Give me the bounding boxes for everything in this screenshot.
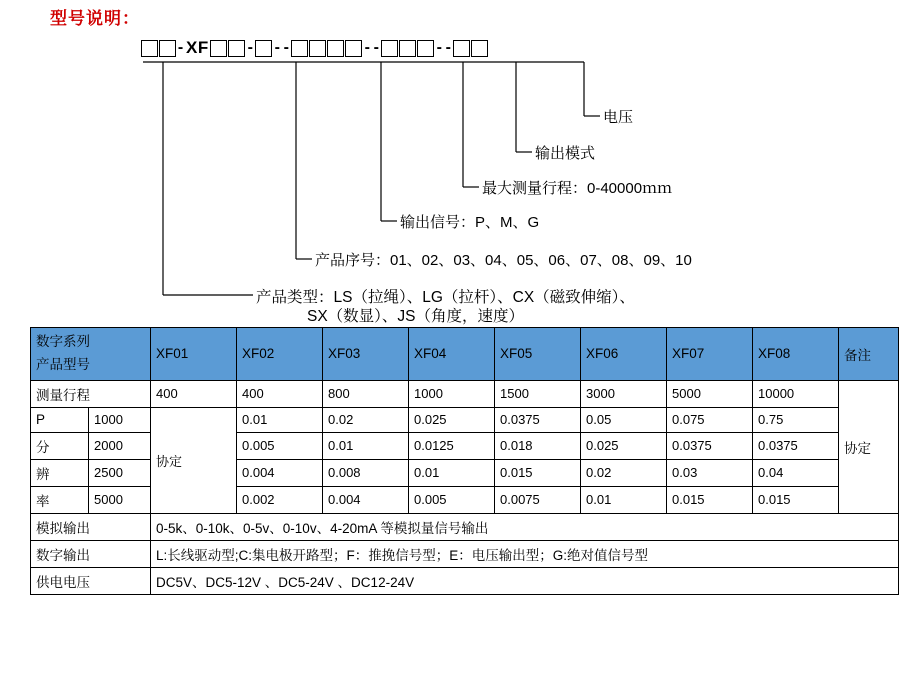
resolution-code-2000: 2000 <box>89 432 151 459</box>
analog-output-label: 模拟输出 <box>31 513 151 540</box>
header-col-xf03: XF03 <box>323 328 409 381</box>
code-box <box>381 40 398 57</box>
resolution-5000-xf08: 0.015 <box>753 486 839 513</box>
code-dash: - <box>364 39 370 56</box>
code-box <box>291 40 308 57</box>
callout-product-serial: 产品序号：01、02、03、04、05、06、07、08、09、10 <box>315 252 692 269</box>
resolution-2500-xf08: 0.04 <box>753 459 839 486</box>
table-row-digital-output <box>31 540 899 567</box>
resolution-code-2500: 2500 <box>89 459 151 486</box>
resolution-1000-xf04: 0.025 <box>409 407 495 432</box>
resolution-1000-xf06: 0.05 <box>581 407 667 432</box>
code-dash: - <box>247 39 253 56</box>
code-box <box>327 40 344 57</box>
table-header-row <box>31 328 899 381</box>
range-xf07: 5000 <box>667 380 753 407</box>
callout-voltage: 电压 <box>603 109 634 126</box>
code-box <box>345 40 362 57</box>
range-xf03: 800 <box>323 380 409 407</box>
range-xf04: 1000 <box>409 380 495 407</box>
digital-output-value: L:长线驱动型;C:集电极开路型；F：推挽信号型；E：电压输出型；G:绝对值信号型 <box>151 540 899 567</box>
callout-output-signal: 输出信号：P、M、G <box>400 214 540 231</box>
resolution-1000-xf08: 0.75 <box>753 407 839 432</box>
analog-output-value: 0-5k、0-10k、0-5v、0-10v、4-20mA 等模拟量信号输出 <box>151 513 899 540</box>
table-row-analog-output <box>31 513 899 540</box>
resolution-code-5000: 5000 <box>89 486 151 513</box>
resolution-5000-xf06: 0.01 <box>581 486 667 513</box>
table-row-supply-voltage <box>31 567 899 594</box>
supply-voltage-label: 供电电压 <box>31 567 151 594</box>
code-box <box>255 40 272 57</box>
callout-max-range: 最大测量行程：0-40000ｍｍ <box>482 180 673 197</box>
header-col-xf02: XF02 <box>237 328 323 381</box>
code-dash: - <box>283 39 289 56</box>
code-dash: - <box>177 39 184 56</box>
resolution-2000-xf07: 0.0375 <box>667 432 753 459</box>
resolution-char-p: P <box>31 407 89 432</box>
table-row-range <box>31 380 899 407</box>
code-box <box>399 40 416 57</box>
range-xf06: 3000 <box>581 380 667 407</box>
code-text-xf: XF <box>186 38 209 57</box>
header-first-line1: 数字系列 <box>36 334 90 349</box>
resolution-char-fen: 分 <box>31 432 89 459</box>
resolution-code-1000: 1000 <box>89 407 151 432</box>
header-col-xf04: XF04 <box>409 328 495 381</box>
code-box <box>309 40 326 57</box>
header-col-xf06: XF06 <box>581 328 667 381</box>
resolution-2000-xf08: 0.0375 <box>753 432 839 459</box>
code-box <box>210 40 227 57</box>
resolution-5000-xf02: 0.002 <box>237 486 323 513</box>
resolution-char-bian: 辨 <box>31 459 89 486</box>
range-xf08: 10000 <box>753 380 839 407</box>
resolution-char-lv: 率 <box>31 486 89 513</box>
header-col-xf01: XF01 <box>151 328 237 381</box>
spec-table <box>30 327 899 595</box>
code-box <box>159 40 176 57</box>
resolution-2500-xf07: 0.03 <box>667 459 753 486</box>
code-box <box>453 40 470 57</box>
range-xf02: 400 <box>237 380 323 407</box>
header-col-remark: 备注 <box>839 328 899 381</box>
resolution-2500-xf02: 0.004 <box>237 459 323 486</box>
resolution-2000-xf06: 0.025 <box>581 432 667 459</box>
resolution-2500-xf05: 0.015 <box>495 459 581 486</box>
header-col-xf05: XF05 <box>495 328 581 381</box>
resolution-1000-xf03: 0.02 <box>323 407 409 432</box>
page-title: 型号说明： <box>50 9 140 28</box>
resolution-1000-xf07: 0.075 <box>667 407 753 432</box>
supply-voltage-value: DC5V、DC5-12V 、DC5-24V 、DC12-24V <box>151 567 899 594</box>
code-box <box>471 40 488 57</box>
resolution-5000-xf04: 0.005 <box>409 486 495 513</box>
resolution-xf01-agreed: 协定 <box>151 407 237 513</box>
resolution-2500-xf03: 0.008 <box>323 459 409 486</box>
header-first-line2: 产品型号 <box>36 356 90 372</box>
resolution-5000-xf07: 0.015 <box>667 486 753 513</box>
resolution-remark: 协定 <box>839 380 899 513</box>
resolution-1000-xf02: 0.01 <box>237 407 323 432</box>
resolution-1000-xf05: 0.0375 <box>495 407 581 432</box>
callout-product-type-line1: 产品类型：LS（拉绳）、LG（拉杆）、CX（磁致伸缩）、 <box>256 289 635 306</box>
digital-output-label: 数字输出 <box>31 540 151 567</box>
code-box <box>228 40 245 57</box>
code-box <box>141 40 158 57</box>
code-box <box>417 40 434 57</box>
resolution-2000-xf04: 0.0125 <box>409 432 495 459</box>
callout-product-type-line2: SX（数显）、JS（角度，速度） <box>307 308 525 325</box>
code-dash: - <box>274 39 280 56</box>
header-col-xf07: XF07 <box>667 328 753 381</box>
header-first-cell <box>31 328 151 381</box>
spec-table-wrapper <box>30 327 878 595</box>
resolution-2000-xf02: 0.005 <box>237 432 323 459</box>
resolution-2000-xf03: 0.01 <box>323 432 409 459</box>
resolution-2500-xf06: 0.02 <box>581 459 667 486</box>
model-code-row <box>140 38 489 58</box>
resolution-2500-xf04: 0.01 <box>409 459 495 486</box>
code-dash: - <box>373 39 379 56</box>
resolution-2000-xf05: 0.018 <box>495 432 581 459</box>
table-row-resolution-1000 <box>31 407 899 432</box>
range-xf01: 400 <box>151 380 237 407</box>
resolution-5000-xf05: 0.0075 <box>495 486 581 513</box>
code-dash: - <box>445 39 451 56</box>
header-col-xf08: XF08 <box>753 328 839 381</box>
range-xf05: 1500 <box>495 380 581 407</box>
resolution-5000-xf03: 0.004 <box>323 486 409 513</box>
code-dash: - <box>436 39 442 56</box>
range-label: 测量行程 <box>31 380 151 407</box>
callout-output-mode: 输出模式 <box>535 145 596 162</box>
